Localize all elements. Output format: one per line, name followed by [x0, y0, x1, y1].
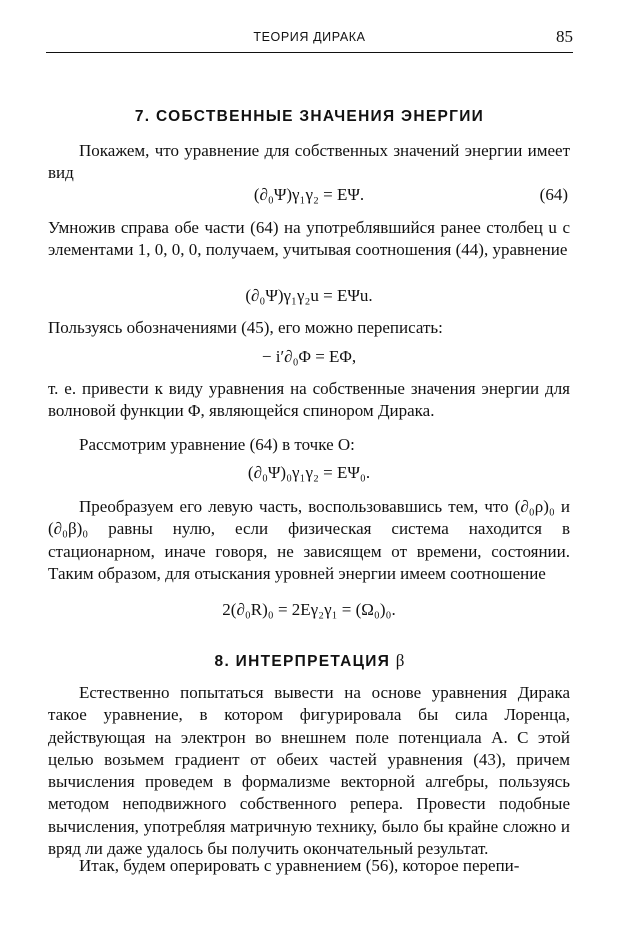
- s7-paragraph-3: Пользуясь обозначениями (45), его можно переписать:: [48, 318, 443, 337]
- equation-u-body: (∂₀Ψ)γ₁γ₂u = EΨu.: [245, 286, 373, 305]
- running-head: [46, 27, 573, 49]
- s7-paragraph-5: Рассмотрим уравнение (64) в точке O:: [79, 435, 355, 454]
- section-8-heading: [46, 651, 573, 671]
- section-8-title-symbol: β: [395, 651, 405, 670]
- s7-paragraph-4: т. е. привести к виду уравнения на собственные значения энергии для волновой функции Φ, являющейся спинором Дирака.: [48, 379, 570, 421]
- equation-64-body: (∂₀Ψ)γ₁γ₂ = EΨ.: [253, 185, 365, 204]
- running-title: ТЕОРИЯ ДИРАКА: [253, 30, 366, 44]
- s7-paragraph-2: Умножив справа обе части (64) на употреблявшийся ранее столбец u с элементами 1, 0, 0, 0, получаем, учитывая соотношения (44), уравнение: [48, 218, 570, 260]
- equation-u: [48, 285, 570, 307]
- equation-point-o: [48, 462, 570, 484]
- equation-phi: [48, 346, 570, 368]
- equation-phi-body: − i′∂₀Φ = EΦ,: [261, 347, 357, 366]
- s7-paragraph-6: Преобразуем его левую часть, воспользовавшись тем, что (∂₀ρ)₀ и (∂₀β)₀ равны нулю, если физическая система находится в стационарном, иначе говоря, не зависящем от времени, состоянии. Таким образом, для отыскания уровней энергии имеем соотношение: [48, 497, 570, 583]
- equation-energy-levels-body: 2(∂₀R)₀ = 2Eγ₂γ₁ = (Ω₀)₀.: [222, 600, 396, 619]
- header-rule: [46, 52, 573, 53]
- section-8-title: 8. ИНТЕРПРЕТАЦИЯ: [214, 653, 391, 670]
- s7-paragraph-1: Покажем, что уравнение для собственных значений энергии имеет вид: [48, 141, 570, 183]
- page-number: 85: [556, 27, 573, 46]
- equation-energy-levels: [48, 599, 570, 621]
- s8-paragraph-2: Итак, будем оперировать с уравнением (56), которое перепи-: [79, 856, 520, 875]
- equation-64-number: (64): [539, 185, 568, 204]
- section-7-heading: 7. СОБСТВЕННЫЕ ЗНАЧЕНИЯ ЭНЕРГИИ: [134, 108, 485, 125]
- s8-paragraph-1: Естественно попытаться вывести на основе уравнения Дирака такое уравнение, в котором фигурировала бы сила Лоренца, действующая на электрон во внешнем поле потенциала A. С этой целью возьмем градиент от обеих частей уравнения (43), причем вычисления проведем в формализме векторной алгебры, пользуясь методом неподвижного собственного репера. Провести подобные вычисления, употребляя матричную технику, было бы крайне сложно и вряд ли даже удалось бы получить окончательный результат.: [48, 683, 570, 859]
- equation-64: [48, 184, 570, 206]
- equation-point-o-body: (∂₀Ψ)₀γ₁γ₂ = EΨ₀.: [247, 463, 371, 482]
